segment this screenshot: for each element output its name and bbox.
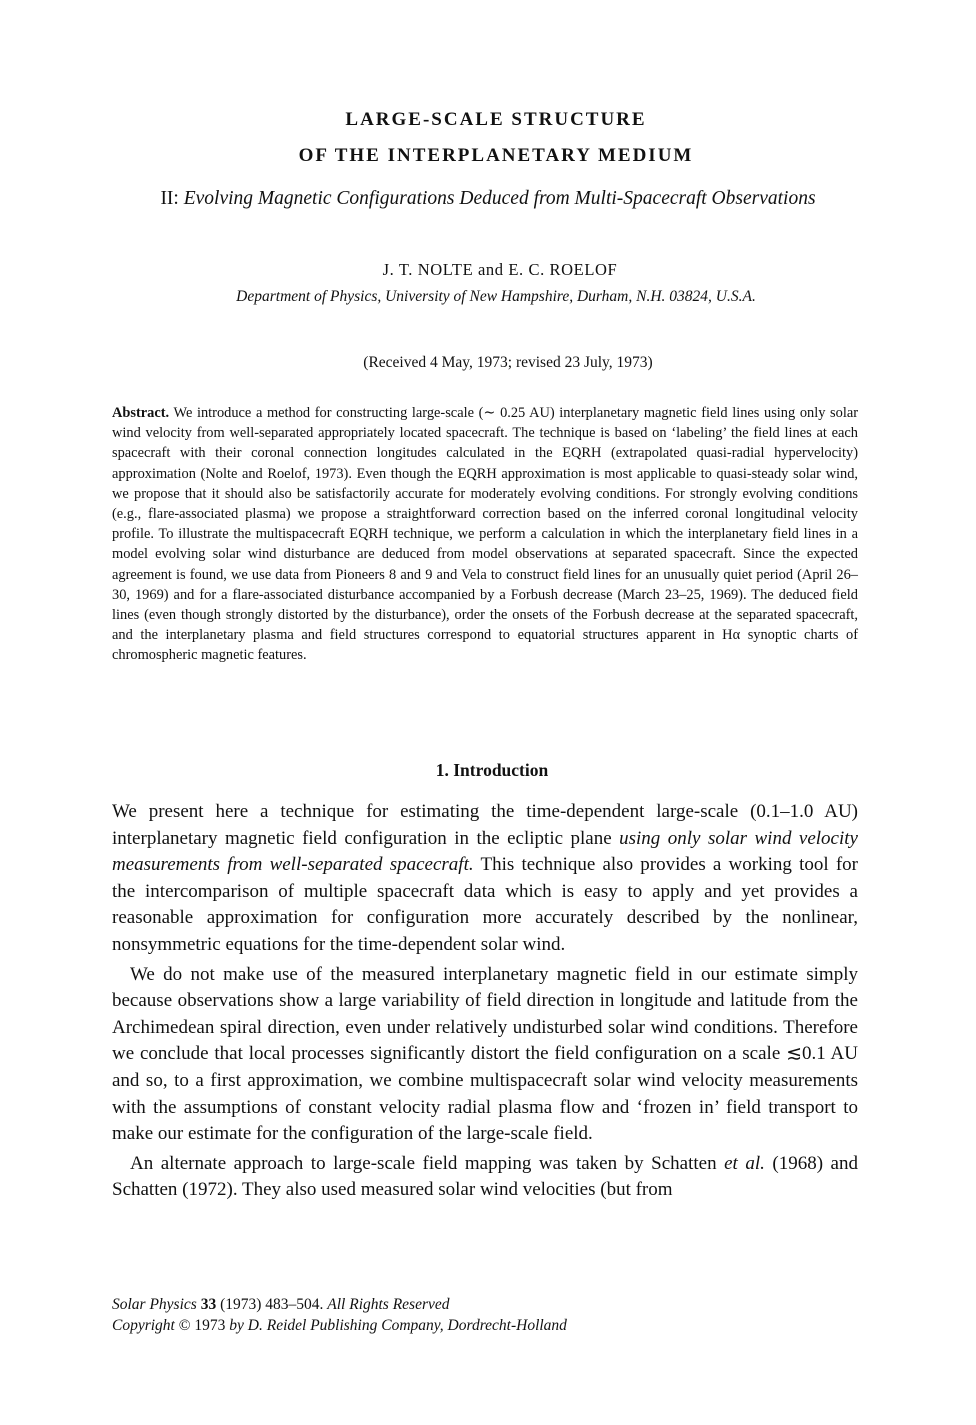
footer-citation [112,1294,858,1336]
abstract-label: Abstract. [112,405,170,421]
authors: J. T. NOLTE and E. C. ROELOF [382,260,618,279]
body-text [112,799,858,1207]
paragraph-1-emphasis: using only solar wind velocity measurements from well-separated spacecraft. [112,827,858,876]
subtitle-prefix: II: [160,188,184,209]
journal-pages: (1973) 483–504. [216,1296,328,1313]
subtitle-text: Evolving Magnetic Configurations Deduced from Multi-Spacecraft Observations [183,188,816,209]
paragraph-3-emphasis: et al. [724,1152,765,1174]
paragraph-2: We do not make use of the measured interplanetary magnetic field in our estimate simply because observations show a large variability of field direction in longitude and latitude from the Archimedean spiral direction, even under relatively undisturbed solar wind conditions. Therefore we conclude that local processes significantly distort the field configuration on a scale ≲0.1 AU and so, to a first approximation, we combine multispacecraft solar wind velocity measurements with the assumptions of constant velocity radial plasma flow and ‘frozen in’ field transport to make our estimate for the configuration of the large-scale field. [112,963,858,1145]
paragraph-1-text-a: We present here a technique for estimating the time-dependent large-scale (0.1–1.0 AU) interplanetary magnetic field configuration in the ecliptic plane [112,801,858,849]
paragraph-3-text-b: (1968) and Schatten (1972). They also used measured solar wind velocities (but from [112,1152,858,1201]
affiliation: Department of Physics, University of New Hampshire, Durham, N.H. 03824, U.S.A. [236,288,756,305]
copyright-icon: © [178,1317,191,1334]
title-line-2: OF THE INTERPLANETARY MEDIUM [298,145,694,166]
copyright-line [112,1315,858,1336]
journal-volume: 33 [200,1296,217,1313]
paragraph-1 [112,799,858,959]
copyright-year: 1973 [190,1317,230,1334]
journal-line [112,1294,858,1315]
title-line-1: LARGE-SCALE STRUCTURE [345,109,647,130]
paragraph-3-text-a: An alternate approach to large-scale field mapping was taken by Schatten [130,1152,725,1174]
rights-text: All Rights Reserved [327,1296,450,1313]
received-date: (Received 4 May, 1973; revised 23 July, 1973) [363,354,653,371]
abstract-text: We introduce a method for constructing large-scale (∼ 0.25 AU) interplanetary magnetic field lines using only solar wind velocity from well-separated appropriately located spacecraft. The technique is based on ‘labeling’ the field lines at each spacecraft with their coronal connection longitudes calculated in the EQRH (extrapolated quasi-radial hypervelocity) approximation (Nolte and Roelof, 1973). Even though the EQRH approximation is most applicable to quasi-steady solar wind, we propose that it should also be satisfactorily accurate for moderately evolving conditions. For strongly evolving conditions (e.g., flare-associated plasma) we propose a straightforward correction based on the inferred coronal longitudinal velocity profile. To illustrate the multispacecraft EQRH technique, we perform a calculation in which the interplanetary field lines in a model evolving solar wind disturbance are deduced from model observations at separated spacecraft. Since the expected agreement is found, we use data from Pioneers 8 and 9 and Vela to construct field lines for an unusually quiet period (April 26–30, 1969) and for a flare-associated disturbance accompanied by a Forbush decrease (March 23–25, 1969). The deduced field lines (even though strongly distorted by the disturbance), order the onsets of the Forbush decrease at the separated spacecraft, and the interplanetary plasma and field structures correspond to equatorial structures apparent in Hα synoptic charts of chromospheric magnetic features. [112,405,858,664]
paragraph-1-text-b: This technique also provides a working tool for the intercomparison of multiple spacecraft data which is easy to apply and yet provides a reasonable approximation for configuration more accurately described by the nonlinear, nonsymmetric equations for the time-dependent solar wind. [112,854,858,955]
publisher: by D. Reidel Publishing Company, Dordrecht-Holland [229,1317,567,1334]
paragraph-3 [112,1151,858,1204]
abstract [112,403,858,666]
journal-name: Solar Physics [112,1296,201,1313]
copyright-label: Copyright [112,1317,179,1334]
section-heading: 1. Introduction [435,760,549,780]
subtitle [0,188,976,210]
